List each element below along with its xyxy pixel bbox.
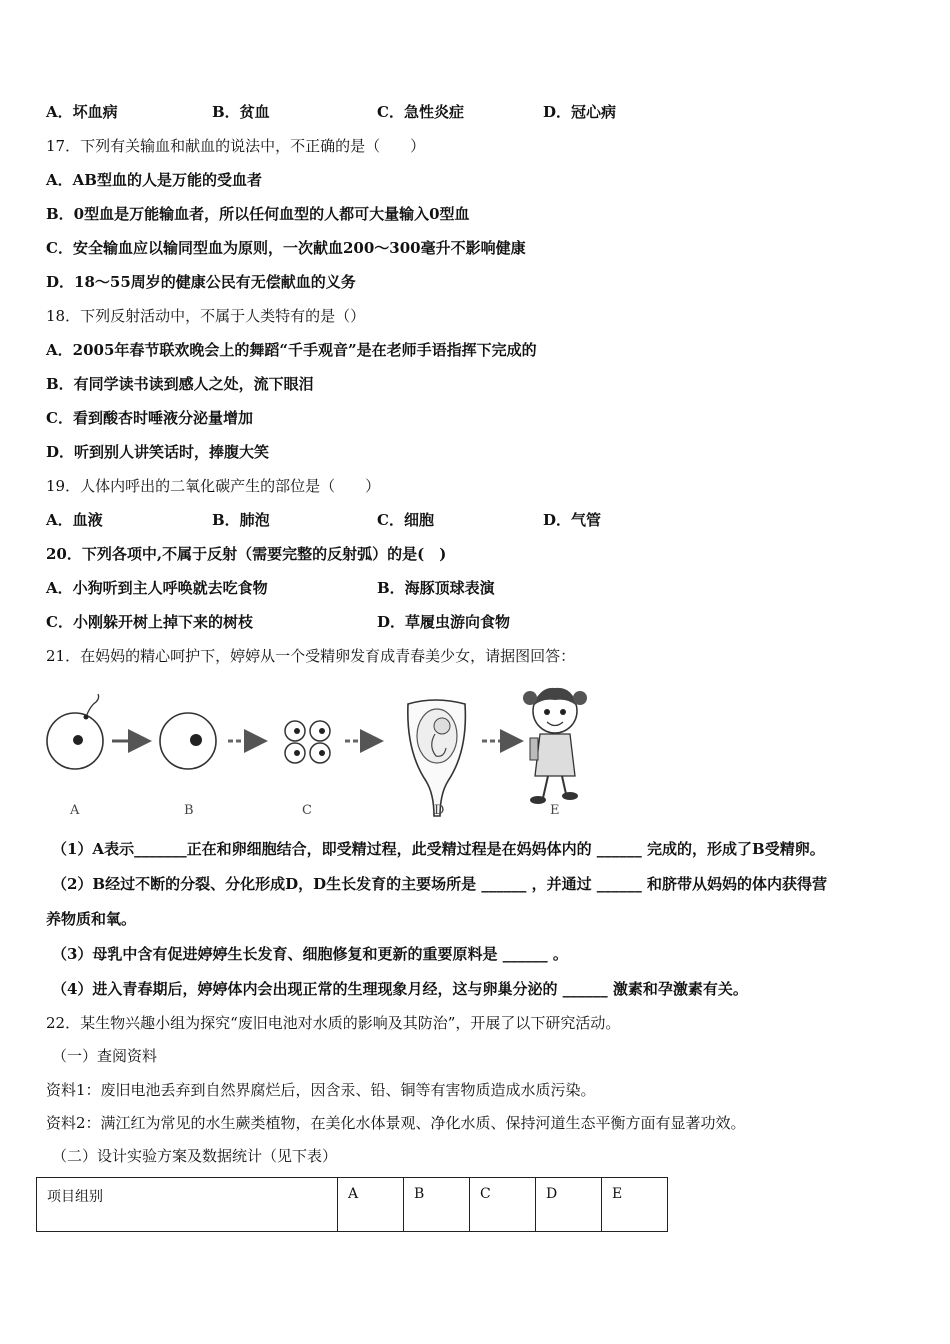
table-header-cell: B bbox=[404, 1178, 470, 1232]
q22-stem: 22．某生物兴趣小组为探究“废旧电池对水质的影响及其防治”，开展了以下研究活动。 bbox=[46, 1014, 621, 1032]
q22-material-2: 资料2：满江红为常见的水生蕨类植物，在美化水体景观、净化水质、保持河道生态平衡方面有显著功效。 bbox=[46, 1114, 746, 1132]
q18-option-a: A．2005年春节联欢晚会上的舞蹈“千手观音”是在老师手语指挥下完成的 bbox=[46, 341, 537, 359]
q17-option-c: C．安全输血应以输同型血为原则，一次献血200～300毫升不影响健康 bbox=[46, 239, 526, 257]
q21-stem: 21．在妈妈的精心呵护下，婷婷从一个受精卵发育成青春美少女，请据图回答： bbox=[46, 647, 576, 665]
q17-option-a: A．AB型血的人是万能的受血者 bbox=[46, 171, 262, 189]
table-header-cell: 项目组别 bbox=[37, 1178, 338, 1232]
q16-option-a: A．坏血病 bbox=[46, 103, 118, 121]
development-figure bbox=[40, 676, 660, 826]
q16-option-c: C．急性炎症 bbox=[377, 103, 464, 121]
figure-label-b: B bbox=[184, 803, 194, 818]
table-header-cell: E bbox=[602, 1178, 668, 1232]
q22-section-2: （二）设计实验方案及数据统计（见下表） bbox=[52, 1147, 338, 1165]
q16-option-d: D．冠心病 bbox=[543, 103, 617, 121]
q18-option-b: B．有同学读书读到感人之处，流下眼泪 bbox=[46, 375, 314, 393]
q22-material-1: 资料1：废旧电池丢弃到自然界腐烂后，因含汞、铅、铜等有害物质造成水质污染。 bbox=[46, 1081, 596, 1099]
q17-stem: 17．下列有关输血和献血的说法中，不正确的是（ ） bbox=[46, 137, 426, 155]
figure-label-e: E bbox=[550, 803, 560, 818]
q18-option-c: C．看到酸杏时唾液分泌量增加 bbox=[46, 409, 253, 427]
q20-option-b: B．海豚顶球表演 bbox=[377, 579, 495, 597]
q21-part-2: （2）B经过不断的分裂、分化形成D，D生长发育的主要场所是 ______ ，并通过 ______ 和脐带从妈妈的体内获得营 bbox=[52, 875, 828, 893]
q17-option-b: B．0型血是万能输血者，所以任何血型的人都可大量输入0型血 bbox=[46, 205, 470, 223]
table-row bbox=[37, 1178, 668, 1232]
experiment-table bbox=[36, 1177, 668, 1232]
q18-stem: 18．下列反射活动中，不属于人类特有的是（） bbox=[46, 307, 366, 325]
q19-option-c: C．细胞 bbox=[377, 511, 434, 529]
figure-label-c: C bbox=[302, 803, 312, 818]
zygote-icon bbox=[160, 713, 216, 769]
q21-part-4: （4）进入青春期后，婷婷体内会出现正常的生理现象月经，这与卵巢分泌的 ______ 激素和孕激素有关。 bbox=[52, 980, 748, 998]
q22-section-1: （一）查阅资料 bbox=[52, 1047, 158, 1065]
q20-stem: 20．下列各项中,不属于反射（需要完整的反射弧）的是( ) bbox=[46, 545, 447, 563]
egg-with-sperm-icon bbox=[47, 694, 103, 769]
table-header-cell: A bbox=[338, 1178, 404, 1232]
cell-division-icon bbox=[285, 721, 330, 763]
figure-label-a: A bbox=[70, 803, 80, 818]
q19-option-b: B．肺泡 bbox=[212, 511, 270, 529]
table-header-cell: D bbox=[536, 1178, 602, 1232]
uterus-fetus-icon bbox=[408, 700, 466, 816]
q16-option-b: B．贫血 bbox=[212, 103, 270, 121]
q17-option-d: D．18～55周岁的健康公民有无偿献血的义务 bbox=[46, 273, 356, 291]
q19-option-a: A．血液 bbox=[46, 511, 103, 529]
q20-option-c: C．小刚躲开树上掉下来的树枝 bbox=[46, 613, 253, 631]
q21-part-1: （1）A表示_______正在和卵细胞结合，即受精过程，此受精过程是在妈妈体内的 ______ 完成的，形成了B受精卵。 bbox=[52, 840, 825, 858]
table-header-cell: C bbox=[470, 1178, 536, 1232]
q21-part-3: （3）母乳中含有促进婷婷生长发育、细胞修复和更新的重要原料是 ______ 。 bbox=[52, 945, 568, 963]
q19-option-d: D．气管 bbox=[543, 511, 602, 529]
q20-option-d: D．草履虫游向食物 bbox=[377, 613, 511, 631]
q19-stem: 19．人体内呼出的二氧化碳产生的部位是（ ） bbox=[46, 477, 381, 495]
q20-option-a: A．小狗听到主人呼唤就去吃食物 bbox=[46, 579, 268, 597]
q21-part-2-cont: 养物质和氧。 bbox=[46, 910, 137, 928]
girl-icon bbox=[523, 688, 587, 804]
figure-label-d: D bbox=[434, 803, 445, 818]
q18-option-d: D．听到别人讲笑话时，捧腹大笑 bbox=[46, 443, 270, 461]
